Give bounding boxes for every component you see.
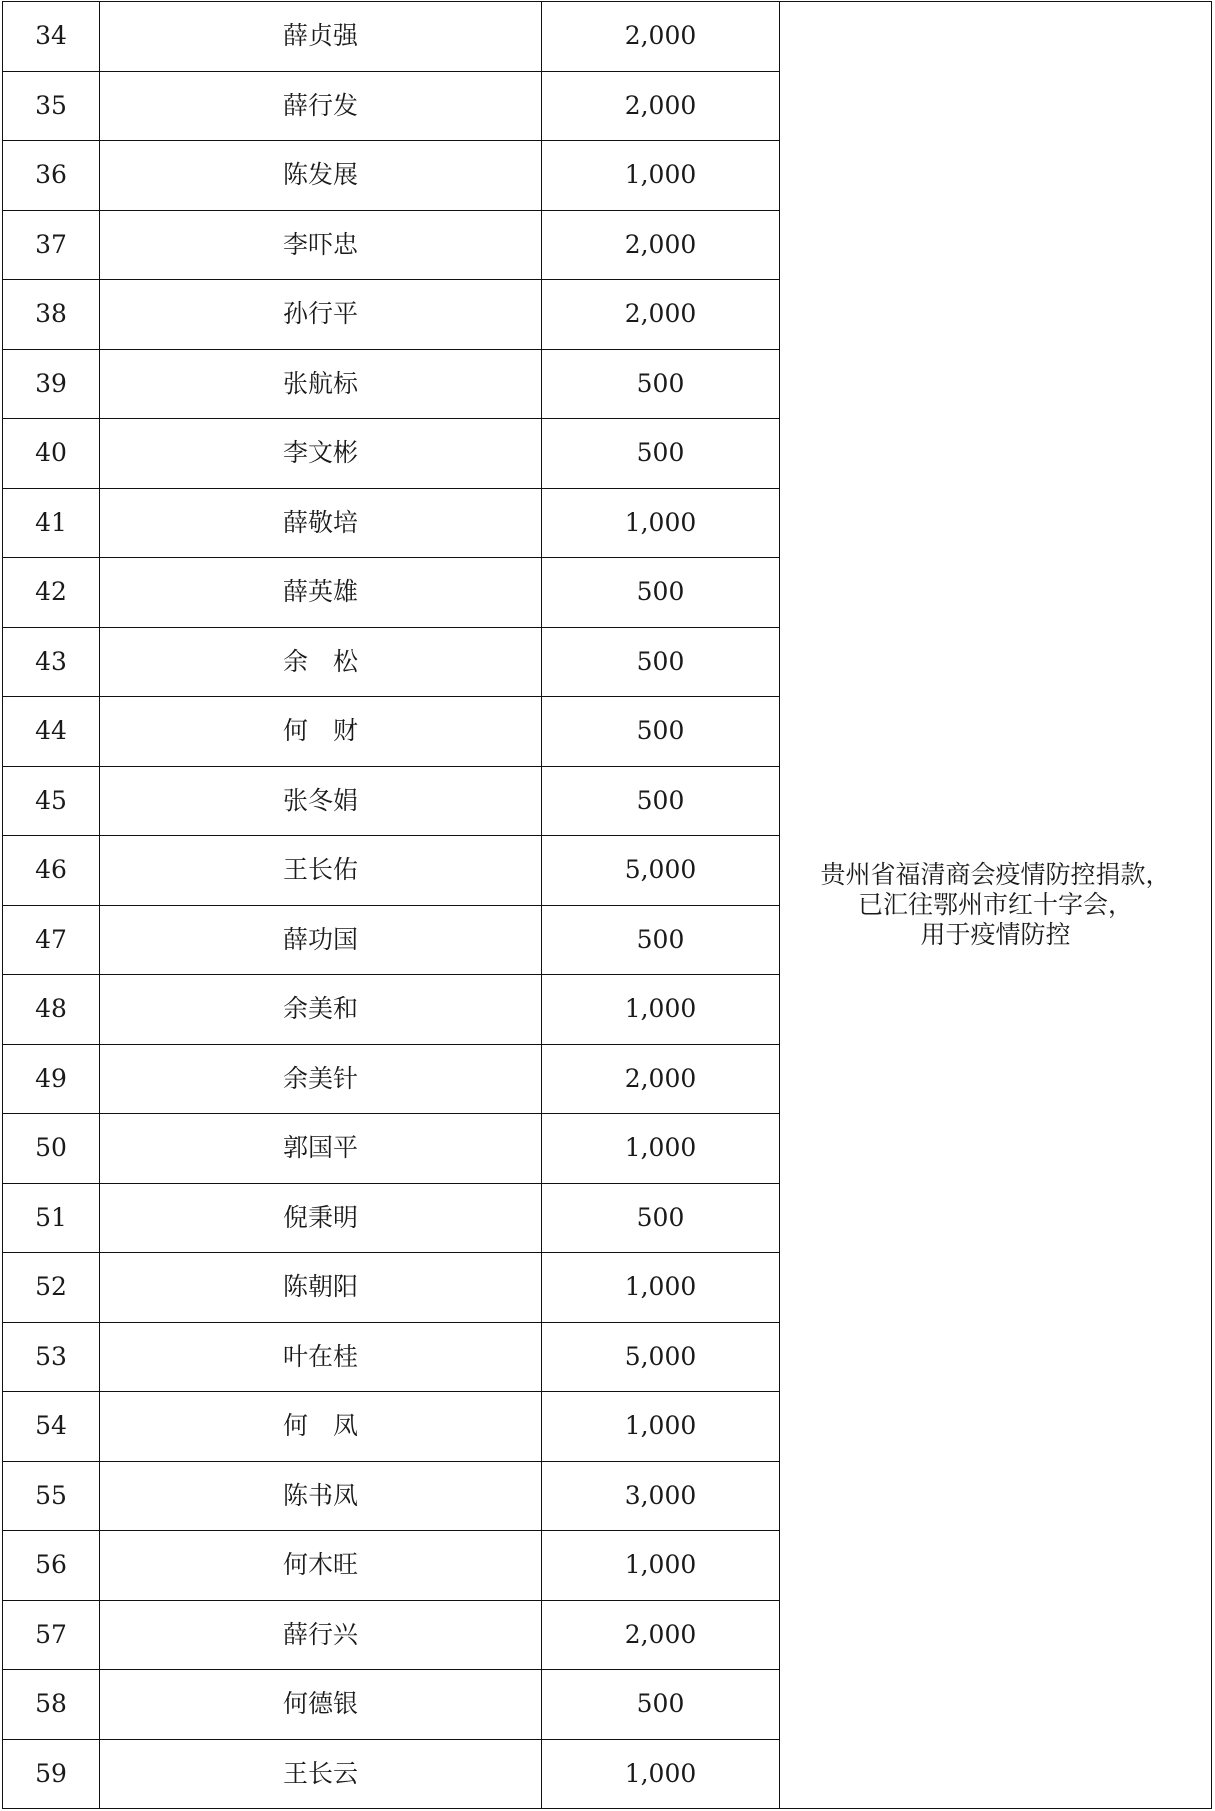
donor-name: 陈发展 (100, 141, 542, 211)
row-number: 36 (3, 141, 100, 211)
donation-amount: 1,000 (542, 1739, 780, 1809)
donation-amount: 500 (542, 1670, 780, 1740)
row-number: 50 (3, 1114, 100, 1184)
row-number: 39 (3, 349, 100, 419)
donor-name: 余 松 (100, 627, 542, 697)
donation-amount: 2,000 (542, 71, 780, 141)
donor-name: 何德银 (100, 1670, 542, 1740)
donor-name: 叶在桂 (100, 1322, 542, 1392)
donation-table-body (3, 2, 1212, 1809)
donation-amount: 500 (542, 1183, 780, 1253)
donation-amount: 1,000 (542, 1253, 780, 1323)
row-number: 42 (3, 558, 100, 628)
row-number: 55 (3, 1461, 100, 1531)
donation-amount: 1,000 (542, 1114, 780, 1184)
row-number: 34 (3, 2, 100, 72)
donation-note-line: 用于疫情防控 (920, 920, 1071, 949)
donation-amount: 500 (542, 349, 780, 419)
row-number: 48 (3, 975, 100, 1045)
donation-note-line: 贵州省福清商会疫情防控捐款， (820, 860, 1171, 889)
row-number: 59 (3, 1739, 100, 1809)
donor-name: 王长云 (100, 1739, 542, 1809)
donation-table (2, 1, 1212, 1809)
donor-name: 陈朝阳 (100, 1253, 542, 1323)
row-number: 35 (3, 71, 100, 141)
donor-name: 郭国平 (100, 1114, 542, 1184)
donor-name: 孙行平 (100, 280, 542, 350)
donation-amount: 1,000 (542, 488, 780, 558)
row-number: 49 (3, 1044, 100, 1114)
donor-name: 薛贞强 (100, 2, 542, 72)
donor-name: 薛敬培 (100, 488, 542, 558)
donor-name: 何 财 (100, 697, 542, 767)
donation-amount: 500 (542, 419, 780, 489)
donor-name: 张航标 (100, 349, 542, 419)
donation-amount: 2,000 (542, 280, 780, 350)
row-number: 47 (3, 905, 100, 975)
row-number: 57 (3, 1600, 100, 1670)
donor-name: 薛行发 (100, 71, 542, 141)
donor-name: 薛功国 (100, 905, 542, 975)
row-number: 58 (3, 1670, 100, 1740)
donation-amount: 3,000 (542, 1461, 780, 1531)
row-number: 53 (3, 1322, 100, 1392)
row-number: 46 (3, 836, 100, 906)
donation-amount: 1,000 (542, 975, 780, 1045)
row-number: 37 (3, 210, 100, 280)
donor-name: 薛行兴 (100, 1600, 542, 1670)
row-number: 38 (3, 280, 100, 350)
donation-amount: 500 (542, 766, 780, 836)
row-number: 52 (3, 1253, 100, 1323)
row-number: 45 (3, 766, 100, 836)
donor-name: 余美和 (100, 975, 542, 1045)
donation-amount: 1,000 (542, 141, 780, 211)
row-number: 40 (3, 419, 100, 489)
donation-amount: 500 (542, 558, 780, 628)
donor-name: 李文彬 (100, 419, 542, 489)
row-number: 44 (3, 697, 100, 767)
donor-name: 何 凤 (100, 1392, 542, 1462)
donation-amount: 1,000 (542, 1392, 780, 1462)
donation-amount: 5,000 (542, 1322, 780, 1392)
donation-amount: 5,000 (542, 836, 780, 906)
donor-name: 何木旺 (100, 1531, 542, 1601)
donation-amount: 2,000 (542, 2, 780, 72)
donor-name: 倪秉明 (100, 1183, 542, 1253)
donation-amount: 500 (542, 627, 780, 697)
donation-note-line: 已汇往鄂州市红十字会， (857, 890, 1133, 919)
donor-name: 陈书凤 (100, 1461, 542, 1531)
donor-name: 李吓忠 (100, 210, 542, 280)
donation-amount: 2,000 (542, 1600, 780, 1670)
row-number: 43 (3, 627, 100, 697)
donor-name: 王长佑 (100, 836, 542, 906)
donor-name: 薛英雄 (100, 558, 542, 628)
row-number: 54 (3, 1392, 100, 1462)
donation-amount: 2,000 (542, 1044, 780, 1114)
table-row (3, 2, 1212, 72)
donor-name: 张冬娟 (100, 766, 542, 836)
donor-name: 余美针 (100, 1044, 542, 1114)
donation-amount: 500 (542, 697, 780, 767)
row-number: 56 (3, 1531, 100, 1601)
donation-amount: 1,000 (542, 1531, 780, 1601)
donation-note (780, 2, 1212, 1809)
row-number: 51 (3, 1183, 100, 1253)
donation-amount: 500 (542, 905, 780, 975)
row-number: 41 (3, 488, 100, 558)
donation-amount: 2,000 (542, 210, 780, 280)
